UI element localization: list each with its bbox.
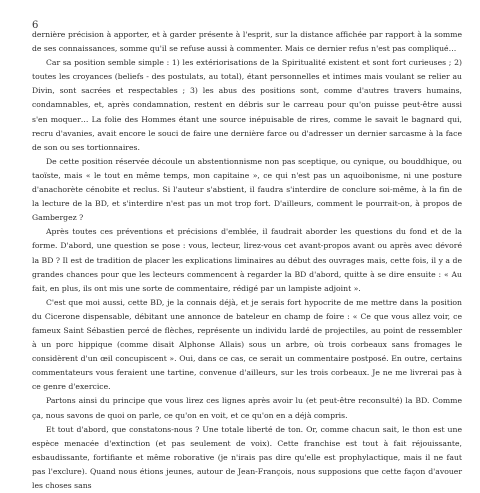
page-body	[32, 28, 462, 493]
paragraph: C'est que moi aussi, cette BD, je la connais déjà, et je serais fort hypocrite de me mettre dans la position du Cicerone dispensable, débitant une annonce de bateleur en champ de foire : « Ce que vous allez voir, ce fameux Saint Sébastien percé de flèches, représente un individu lardé de projectiles, au point de ressembler à un porc hippique (comme disait Alphonse Allais) sous un arbre, où trois corbeaux sans fromages le considèrent d'un œil concupiscent ». Oui, dans ce cas, ce serait un commentaire postposé. En outre, certains commentateurs vous feraient une tartine, convenue d'ailleurs, sur les trois corbeaux. Je ne me livrerai pas à ce genre d'exercice.	[32, 297, 462, 392]
paragraph: Car sa position semble simple : 1) les extériorisations de la Spiritualité existent et sont fort curieuses ; 2) toutes les croyances (beliefs - des postulats, au total), étant personnelles et intimes mais voulant se relier au Divin, sont sacrées et respectables ; 3) les abus des positions sont, comme d'autres travers humains, condamnables, et, après condamnation, restent en débris sur le carreau pour qu'on puisse peut-être aussi s'en moquer… La folie des Hommes étant une source inépuisable de rires, comme le savait le bagnard qui, recru d'avanies, avait encore le souci de faire une dernière farce ou d'adresser un dernier sarcasme à la face de son ou ses tortionnaires.	[32, 58, 462, 152]
paragraph: dernière précision à apporter, et à garder présente à l'esprit, sur la distance affichée par rapport à la somme de ses connaissances, somme qu'il se refuse aussi à commenter. Mais ce dernier refus n'est pas compliqué…	[32, 30, 462, 54]
paragraph: Et tout d'abord, que constatons-nous ? Une totale liberté de ton. Or, comme chacun sait, le thon est une espèce menacée d'extinction (et pas seulement de voix). Cette franchise est tout à fait réjouissante, esbaudissante, fortifiante et même roborative (je n'irais pas dire qu'elle est prophylactique, mais il ne faut pas l'exclure). Quand nous étions jeunes, autour de Jean-François, nous supposions que cette façon d'avouer les choses sans	[32, 424, 462, 490]
paragraph: Partons ainsi du principe que vous lirez ces lignes après avoir lu (et peut-être reconsulté) la BD. Comme ça, nous savons de quoi on parle, ce qu'on en voit, et ce qu'on en a déjà compris.	[32, 396, 462, 420]
paragraph: Après toutes ces préventions et précisions d'emblée, il faudrait aborder les questions du fond et de la forme. D'abord, une question se pose : vous, lecteur, lirez-vous cet avant-propos avant ou après avec dévoré la BD ? Il est de tradition de placer les explications liminaires au début des ouvrages mais, cette fois, il y a de grandes chances pour que les lecteurs commencent à regarder la BD d'abord, quitte à se dire ensuite : « Au fait, en plus, ils ont mis une sorte de commentaire, rédigé par un lampiste adjoint ».	[32, 227, 462, 293]
page-number: 6	[32, 20, 39, 31]
paragraph: De cette position réservée découle un abstentionnisme non pas sceptique, ou cynique, ou bouddhique, ou taoïste, mais « le tout en même temps, mon capitaine », ce qui n'est pas un aquoibonisme, ni une posture d'anachorète cénobite et reclus. Si l'auteur s'abstient, il faudra s'interdire de conclure soi-même, à la fin de la lecture de la BD, et s'interdire n'est pas un mot trop fort. D'ailleurs, comment le pourrait-on, à propos de Gambergez ?	[32, 156, 462, 223]
